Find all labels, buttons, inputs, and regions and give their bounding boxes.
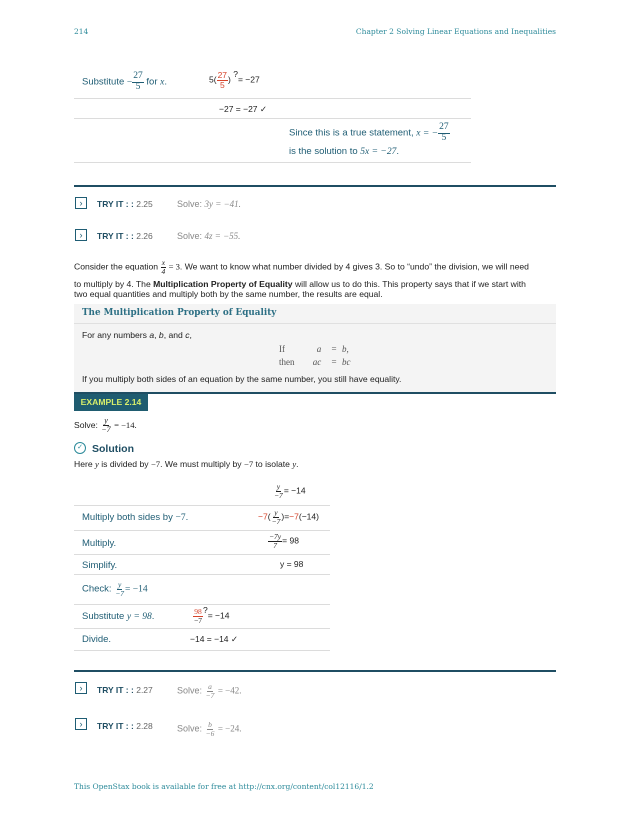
table-divider [74, 554, 330, 555]
try-it-problem: Solve: 3y = −41. [177, 199, 241, 209]
example-badge: EXAMPLE 2.14 [74, 394, 148, 411]
solution-title: Solution [92, 443, 134, 455]
try-it-problem: Solve: $\frac{b}{-6}$ = −24. [177, 720, 242, 738]
chevron-right-icon[interactable]: › [75, 197, 87, 209]
try-it-label: TRY IT : : 2.28 [97, 721, 153, 731]
solution-row-5-label: Substitute y = 98. [82, 611, 155, 622]
solution-row-3-label: Simplify. [82, 560, 118, 571]
try-it-label: TRY IT : : 2.25 [97, 199, 153, 209]
table-divider [74, 505, 330, 506]
solution-row-2-label: Multiply. [82, 538, 117, 549]
chevron-right-icon[interactable]: › [75, 682, 87, 694]
substitute-row-label: Substitute − $\frac{27}{5}$ for x. [82, 71, 167, 92]
solution-row-0: $\frac{y}{-7}$ = −14 [274, 482, 306, 500]
property-footer: If you multiply both sides of an equation by the same number, you still have equality. [82, 374, 402, 384]
paragraph-line-3: two equal quantities and multiply both by the same number, the results are equal. [74, 289, 383, 299]
paragraph-line-1: Consider the equation $\frac{x}{4}$ = 3. We want to know what number divided by 4 gives 3. So to “undo” the division, we will need [74, 258, 529, 276]
chevron-right-icon[interactable]: › [75, 229, 87, 241]
property-title-divider [74, 323, 556, 324]
solution-row-1-label: Multiply both sides by −7. [82, 512, 189, 523]
try-it-label: TRY IT : : 2.27 [97, 685, 153, 695]
solution-row-4: Check: $\frac{y}{-7}$ = −14 [82, 580, 148, 598]
table-divider [74, 530, 330, 531]
since-statement: Since this is a true statement, x = − $\frac{27}{5}$ [289, 122, 449, 143]
try-it-problem: Solve: 4z = −55. [177, 231, 241, 241]
solution-row-6-expr: −14 = −14 ✓ [190, 634, 239, 644]
substitute-expression: 5( $\frac{27}{5}$ ) ?= −27 [209, 69, 260, 90]
table-divider [74, 118, 471, 119]
solution-row-3-expr: y = 98 [280, 559, 304, 569]
table-divider [74, 628, 330, 629]
table-divider [74, 98, 471, 99]
table-divider [74, 604, 330, 605]
solution-intro: Here y is divided by −7. We must multiply by −7 to isolate y. [74, 459, 299, 469]
table-divider [74, 650, 330, 651]
solution-row-1-expr: −7( $\frac{y}{-7}$ )=−7(−14) [258, 508, 319, 526]
chevron-right-icon[interactable]: › [75, 718, 87, 730]
property-if-line: If a = b, [279, 344, 349, 354]
property-intro: For any numbers a, b, and c, [82, 330, 192, 340]
solution-row-2-expr: $\frac{-7y}{7}$ = 98 [269, 532, 299, 550]
paragraph-line-2: to multiply by 4. The Multiplication Property of Equality will allow us to do this. This property says that if we start with [74, 279, 526, 289]
page-number: 214 [74, 27, 89, 36]
try-it-problem: Solve: $\frac{a}{-7}$ = −42. [177, 682, 242, 700]
try-it-label: TRY IT : : 2.26 [97, 231, 153, 241]
solution-row-5-expr: $\frac{98}{-7}$ ?= −14 [194, 605, 230, 625]
substitute-fraction: $\frac{27}{5}$ [133, 71, 143, 92]
solution-statement: is the solution to 5x = −27. [289, 146, 399, 157]
section-rule [74, 670, 556, 672]
example-problem: Solve: $\frac{y}{-7}$ = −14. [74, 416, 137, 434]
property-title: The Multiplication Property of Equality [82, 308, 277, 318]
table-divider [74, 574, 330, 575]
section-rule [74, 185, 556, 187]
solution-row-6-label: Divide. [82, 634, 112, 645]
property-then-line: then ac = bc [279, 357, 351, 367]
page-footer: This OpenStax book is available for free at http://cnx.org/content/col12116/1.2 [74, 782, 374, 791]
check-circle-icon: ✓ [74, 442, 86, 454]
table-divider [74, 162, 471, 163]
check-line: −27 = −27 ✓ [219, 104, 268, 114]
chapter-title: Chapter 2 Solving Linear Equations and Inequalities [355, 27, 556, 36]
